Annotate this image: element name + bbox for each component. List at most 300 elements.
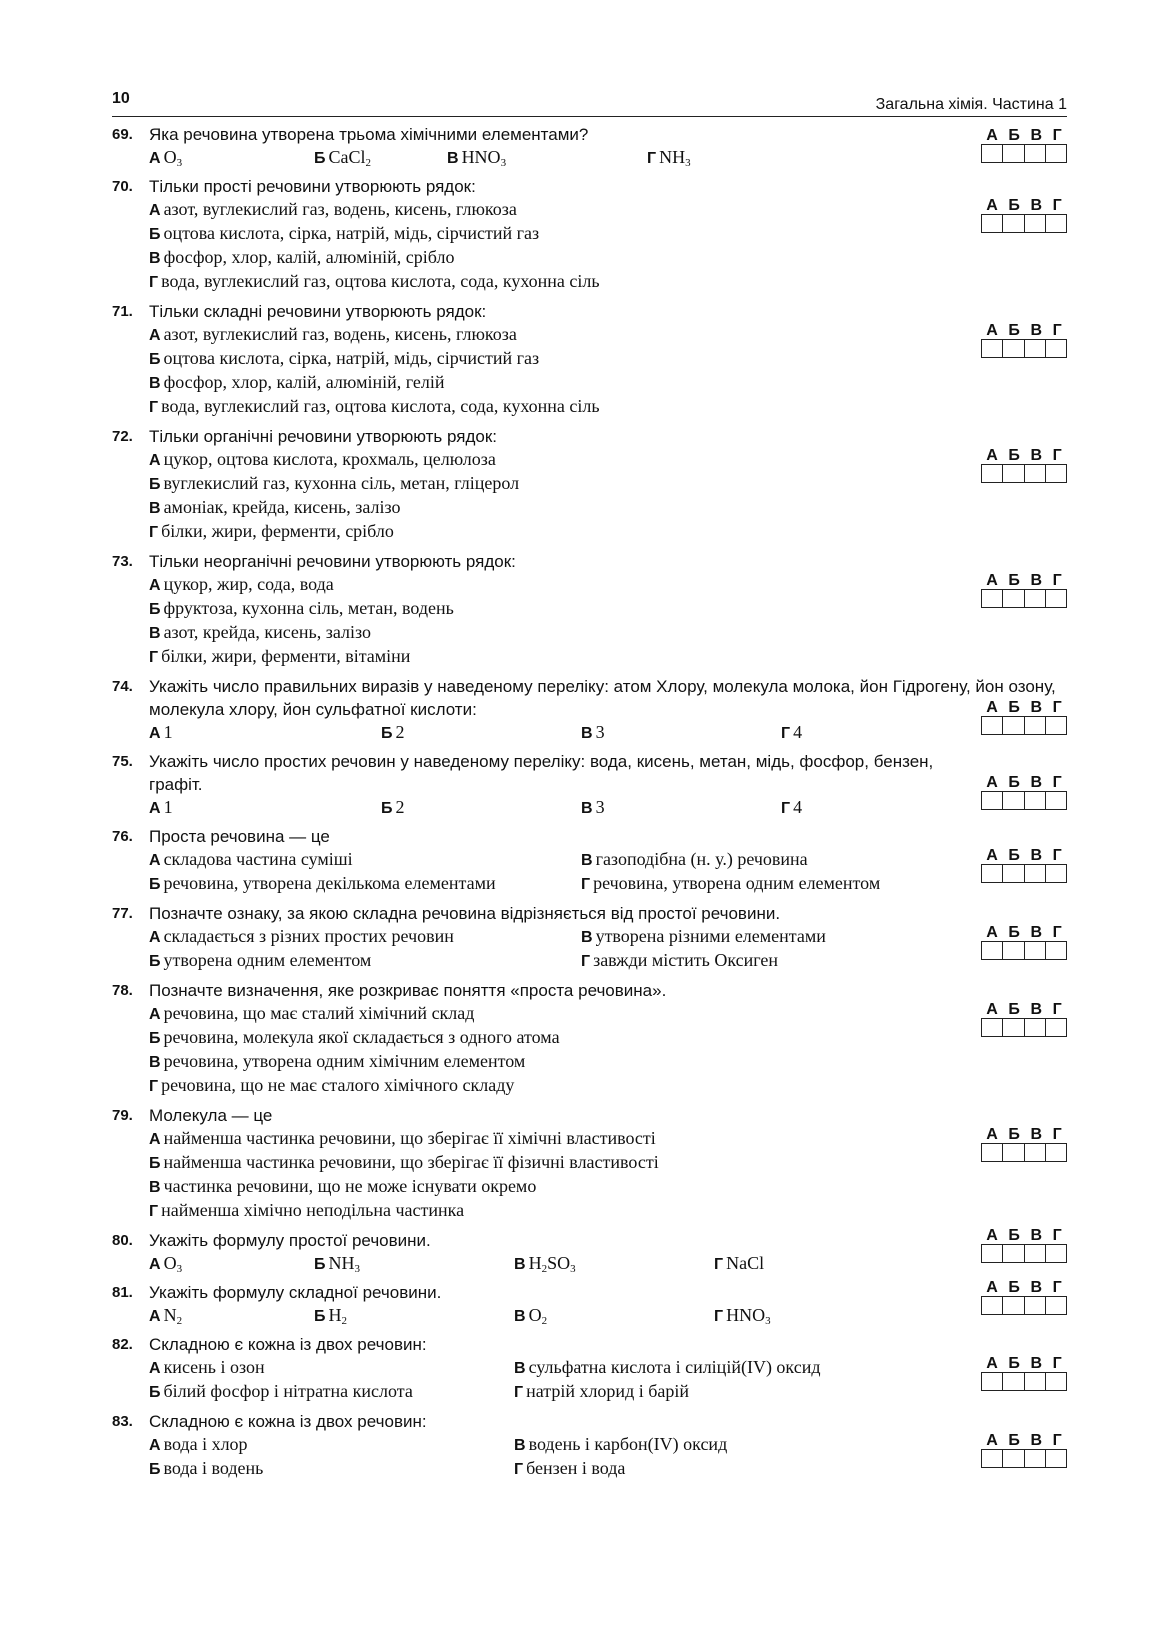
option-Б xyxy=(314,1252,360,1276)
answer-box-В[interactable] xyxy=(1025,1373,1046,1390)
option-letter: Г xyxy=(149,274,159,291)
option-text: газоподібна (н. у.) речовина xyxy=(595,849,808,869)
option-Б xyxy=(149,347,539,371)
option-text: вода, вуглекислий газ, оцтова кислота, сода, кухонна сіль xyxy=(161,271,600,291)
question-number: 79. xyxy=(112,1107,133,1124)
answer-letter-А: А xyxy=(986,924,998,941)
answer-letter-Г: Г xyxy=(1052,699,1062,716)
answer-letter-В: В xyxy=(1030,1279,1043,1296)
answer-letters xyxy=(981,1126,1067,1143)
answer-box-В[interactable] xyxy=(1025,1019,1046,1036)
option-letter: Б xyxy=(149,226,161,243)
answer-letter-А: А xyxy=(986,1279,998,1296)
option-text: $H_2$ xyxy=(328,1305,347,1327)
option-В xyxy=(514,1304,547,1328)
option-Г xyxy=(581,872,880,896)
option-letter: А xyxy=(149,1131,161,1148)
answer-grid xyxy=(981,1432,1067,1468)
option-letter: Г xyxy=(781,800,791,817)
question-text: Яка речовина утворена трьома хімічними елементами? xyxy=(149,125,589,144)
answer-letters xyxy=(981,924,1067,941)
option-В xyxy=(581,721,605,745)
question-text: Тільки прості речовини утворюють рядок: xyxy=(149,177,476,196)
option-letter: В xyxy=(581,800,593,817)
option-text: фосфор, хлор, калій, алюміній, срібло xyxy=(163,247,455,267)
question-number: 82. xyxy=(112,1336,133,1353)
question-71 xyxy=(112,300,1067,419)
answer-box-В[interactable] xyxy=(1025,215,1046,232)
answer-letter-Б: Б xyxy=(1008,847,1020,864)
option-А xyxy=(149,146,182,170)
option-text: 2 xyxy=(395,797,405,817)
option-Г xyxy=(149,395,600,419)
question-text: Позначте ознаку, за якою складна речовина відрізняється від простої речовини. xyxy=(149,904,781,923)
question-number: 75. xyxy=(112,753,133,770)
question-83 xyxy=(112,1410,1067,1481)
option-text: кисень і озон xyxy=(163,1357,265,1377)
answer-box-Б[interactable] xyxy=(1003,792,1024,809)
question-number: 72. xyxy=(112,428,133,445)
option-Б xyxy=(381,796,405,820)
answer-box-В[interactable] xyxy=(1025,465,1046,482)
option-text: $H_2SO_3$ xyxy=(528,1253,576,1275)
question-text: Укажіть число правильних виразів у наведеному переліку: атом Хлору, молекула молока, йон Гідрогену, йон озону, молекула хлору, йон сульфатної кислоти: xyxy=(149,677,1056,719)
answer-box-В[interactable] xyxy=(1025,942,1046,959)
option-letter: А xyxy=(149,452,161,469)
answer-letter-Б: Б xyxy=(1008,127,1020,144)
answer-box-В[interactable] xyxy=(1025,1297,1046,1314)
option-Г xyxy=(647,146,691,170)
option-letter: В xyxy=(149,500,161,517)
option-text: 1 xyxy=(163,797,173,817)
option-А xyxy=(149,573,334,597)
answer-box-Б[interactable] xyxy=(1003,145,1024,162)
option-text: найменша частинка речовини, що зберігає її хімічні властивості xyxy=(163,1128,656,1148)
option-Г xyxy=(149,645,410,669)
option-letter: В xyxy=(447,150,459,167)
option-letter: А xyxy=(149,800,161,817)
answer-letters xyxy=(981,847,1067,864)
question-number: 76. xyxy=(112,828,133,845)
answer-box-Г[interactable] xyxy=(1046,1373,1066,1390)
running-title: Загальна хімія. Частина 1 xyxy=(875,96,1067,113)
answer-grid xyxy=(981,127,1067,163)
answer-letter-А: А xyxy=(986,1227,998,1244)
answer-boxes xyxy=(981,716,1067,735)
option-letter: Г xyxy=(581,876,591,893)
answer-boxes xyxy=(981,464,1067,483)
option-text: $N_2$ xyxy=(163,1305,183,1327)
option-letter: А xyxy=(149,150,161,167)
option-Г xyxy=(149,1199,464,1223)
option-text: цукор, жир, сода, вода xyxy=(163,574,334,594)
option-text: $HNO_3$ xyxy=(461,147,507,169)
answer-letter-В: В xyxy=(1030,847,1043,864)
answer-boxes xyxy=(981,791,1067,810)
option-letter: Б xyxy=(149,351,161,368)
answer-letter-Б: Б xyxy=(1008,1001,1020,1018)
answer-boxes xyxy=(981,214,1067,233)
option-text: утворена одним елементом xyxy=(163,950,372,970)
question-text: Молекула — це xyxy=(149,1106,273,1125)
answer-box-Г[interactable] xyxy=(1046,865,1066,882)
answer-box-Г[interactable] xyxy=(1046,145,1066,162)
answer-grid xyxy=(981,847,1067,883)
answer-letter-В: В xyxy=(1030,197,1043,214)
option-text: амоніак, крейда, кисень, залізо xyxy=(163,497,401,517)
answer-box-Г[interactable] xyxy=(1046,215,1066,232)
option-letter: Г xyxy=(514,1384,524,1401)
answer-boxes xyxy=(981,339,1067,358)
option-letter: В xyxy=(149,625,161,642)
question-72 xyxy=(112,425,1067,544)
option-letter: Б xyxy=(381,725,393,742)
answer-letter-А: А xyxy=(986,322,998,339)
answer-letter-Б: Б xyxy=(1008,572,1020,589)
answer-boxes xyxy=(981,1018,1067,1037)
option-А xyxy=(149,1433,514,1457)
option-text: білки, жири, ферменти, вітаміни xyxy=(161,646,411,666)
option-text: натрій хлорид і барій xyxy=(526,1381,690,1401)
answer-box-Г[interactable] xyxy=(1046,1144,1066,1161)
option-letter: В xyxy=(581,852,593,869)
option-text: оцтова кислота, сірка, натрій, мідь, сірчистий газ xyxy=(163,223,540,243)
answer-box-А[interactable] xyxy=(982,590,1003,607)
option-text: бензен і вода xyxy=(526,1458,626,1478)
option-letter: Б xyxy=(149,476,161,493)
answer-box-В[interactable] xyxy=(1025,340,1046,357)
question-text: Укажіть формулу складної речовини. xyxy=(149,1283,442,1302)
option-text: оцтова кислота, сірка, натрій, мідь, сірчистий газ xyxy=(163,348,540,368)
answer-letter-Г: Г xyxy=(1052,1279,1062,1296)
option-Г xyxy=(149,270,600,294)
answer-box-Б[interactable] xyxy=(1003,865,1024,882)
answer-box-Б[interactable] xyxy=(1003,1450,1024,1467)
answer-letter-А: А xyxy=(986,572,998,589)
answer-letter-В: В xyxy=(1030,572,1043,589)
answer-letter-Б: Б xyxy=(1008,322,1020,339)
option-letter: А xyxy=(149,577,161,594)
option-Г xyxy=(149,520,394,544)
answer-box-А[interactable] xyxy=(982,1245,1003,1262)
option-Г xyxy=(781,721,802,745)
option-letter: В xyxy=(514,1256,526,1273)
answer-letter-Г: Г xyxy=(1052,1355,1062,1372)
option-В xyxy=(447,146,506,170)
question-76 xyxy=(112,825,1067,896)
option-В xyxy=(581,925,826,949)
answer-letter-В: В xyxy=(1030,447,1043,464)
answer-letter-В: В xyxy=(1030,322,1043,339)
answer-box-А[interactable] xyxy=(982,215,1003,232)
answer-letter-В: В xyxy=(1030,127,1043,144)
answer-boxes xyxy=(981,1143,1067,1162)
answer-letter-В: В xyxy=(1030,699,1043,716)
option-text: азот, вуглекислий газ, водень, кисень, глюкоза xyxy=(163,324,517,344)
option-letter: А xyxy=(149,929,161,946)
answer-grid xyxy=(981,1279,1067,1315)
option-text: 1 xyxy=(163,722,173,742)
answer-box-В[interactable] xyxy=(1025,1245,1046,1262)
question-69 xyxy=(112,123,1067,169)
answer-box-А[interactable] xyxy=(982,1373,1003,1390)
question-text: Укажіть число простих речовин у наведеному переліку: вода, кисень, метан, мідь, фосфор, бензен, графіт. xyxy=(149,752,934,794)
question-75 xyxy=(112,750,1067,819)
answer-boxes xyxy=(981,1449,1067,1468)
option-А xyxy=(149,1356,514,1380)
option-letter: Г xyxy=(149,649,159,666)
option-text: $O_3$ xyxy=(163,1253,183,1275)
answer-grid xyxy=(981,572,1067,608)
option-letter: Б xyxy=(314,150,326,167)
answer-letter-Г: Г xyxy=(1052,1126,1062,1143)
option-А xyxy=(149,198,517,222)
answer-letter-Б: Б xyxy=(1008,774,1020,791)
answer-box-В[interactable] xyxy=(1025,717,1046,734)
answer-box-В[interactable] xyxy=(1025,1450,1046,1467)
answer-letter-Г: Г xyxy=(1052,1227,1062,1244)
answer-box-А[interactable] xyxy=(982,340,1003,357)
answer-letters xyxy=(981,1279,1067,1296)
answer-letters xyxy=(981,1227,1067,1244)
option-А xyxy=(149,721,173,745)
question-number: 78. xyxy=(112,982,133,999)
option-text: частинка речовини, що не може існувати окремо xyxy=(163,1176,537,1196)
option-Б xyxy=(314,1304,347,1328)
option-letter: А xyxy=(149,1437,161,1454)
answer-boxes xyxy=(981,1244,1067,1263)
question-list xyxy=(112,123,1067,1481)
option-letter: Б xyxy=(149,1155,161,1172)
answer-box-А[interactable] xyxy=(982,942,1003,959)
option-letter: Г xyxy=(149,1203,159,1220)
option-text: фосфор, хлор, калій, алюміній, гелій xyxy=(163,372,445,392)
answer-box-В[interactable] xyxy=(1025,590,1046,607)
option-А xyxy=(149,1304,182,1328)
option-text: фруктоза, кухонна сіль, метан, водень xyxy=(163,598,454,618)
answer-letter-Б: Б xyxy=(1008,1432,1020,1449)
option-В xyxy=(581,796,605,820)
option-text: $O_3$ xyxy=(163,147,183,169)
option-А xyxy=(149,848,581,872)
answer-letter-В: В xyxy=(1030,774,1043,791)
answer-box-Г[interactable] xyxy=(1046,1245,1066,1262)
answer-box-Г[interactable] xyxy=(1046,942,1066,959)
question-text: Складною є кожна із двох речовин: xyxy=(149,1335,427,1354)
option-text: 4 xyxy=(793,722,803,742)
answer-letter-Г: Г xyxy=(1052,1001,1062,1018)
question-text: Тільки неорганічні речовини утворюють рядок: xyxy=(149,552,516,571)
answer-letter-Г: Г xyxy=(1052,572,1062,589)
answer-letter-Б: Б xyxy=(1008,699,1020,716)
option-text: вода і хлор xyxy=(163,1434,248,1454)
option-Г xyxy=(514,1457,625,1481)
option-Б xyxy=(314,146,371,170)
answer-letter-Б: Б xyxy=(1008,197,1020,214)
option-text: 3 xyxy=(595,722,605,742)
answer-letter-Б: Б xyxy=(1008,924,1020,941)
answer-box-Б[interactable] xyxy=(1003,1373,1024,1390)
answer-box-В[interactable] xyxy=(1025,145,1046,162)
answer-boxes xyxy=(981,1296,1067,1315)
answer-box-А[interactable] xyxy=(982,1297,1003,1314)
question-78 xyxy=(112,979,1067,1098)
question-text: Позначте визначення, яке розкриває поняття «проста речовина». xyxy=(149,981,667,1000)
answer-box-Б[interactable] xyxy=(1003,1019,1024,1036)
answer-box-Б[interactable] xyxy=(1003,1245,1024,1262)
answer-letter-А: А xyxy=(986,1001,998,1018)
option-В xyxy=(149,246,454,270)
question-text: Укажіть формулу простої речовини. xyxy=(149,1231,431,1250)
question-number: 70. xyxy=(112,178,133,195)
option-letter: Г xyxy=(149,399,159,416)
answer-box-Г[interactable] xyxy=(1046,1297,1066,1314)
option-Б xyxy=(149,1457,514,1481)
option-letter: А xyxy=(149,1256,161,1273)
option-Б xyxy=(149,1026,560,1050)
option-text: NaCl xyxy=(726,1253,765,1273)
answer-box-А[interactable] xyxy=(982,1144,1003,1161)
answer-letter-Б: Б xyxy=(1008,1279,1020,1296)
answer-box-Б[interactable] xyxy=(1003,1144,1024,1161)
option-text: білий фосфор і нітратна кислота xyxy=(163,1381,413,1401)
option-text: найменша частинка речовини, що зберігає її фізичні властивості xyxy=(163,1152,659,1172)
question-number: 74. xyxy=(112,678,133,695)
answer-box-Б[interactable] xyxy=(1003,717,1024,734)
question-number: 80. xyxy=(112,1232,133,1249)
option-letter: Б xyxy=(314,1256,326,1273)
option-Г xyxy=(581,949,778,973)
answer-letter-В: В xyxy=(1030,1432,1043,1449)
question-text: Складною є кожна із двох речовин: xyxy=(149,1412,427,1431)
answer-box-Г[interactable] xyxy=(1046,590,1066,607)
answer-box-А[interactable] xyxy=(982,145,1003,162)
answer-box-Г[interactable] xyxy=(1046,465,1066,482)
answer-box-Г[interactable] xyxy=(1046,1450,1066,1467)
answer-box-А[interactable] xyxy=(982,465,1003,482)
answer-box-А[interactable] xyxy=(982,792,1003,809)
answer-box-В[interactable] xyxy=(1025,865,1046,882)
option-Б xyxy=(381,721,405,745)
option-text: речовина, утворена одним елементом xyxy=(593,873,881,893)
option-В xyxy=(514,1433,727,1457)
question-81 xyxy=(112,1281,1067,1327)
option-Г xyxy=(149,1074,514,1098)
answer-letters xyxy=(981,774,1067,791)
question-73 xyxy=(112,550,1067,669)
answer-box-Г[interactable] xyxy=(1046,1019,1066,1036)
answer-box-А[interactable] xyxy=(982,865,1003,882)
answer-letters xyxy=(981,322,1067,339)
answer-letter-Г: Г xyxy=(1052,127,1062,144)
answer-grid xyxy=(981,447,1067,483)
answer-boxes xyxy=(981,144,1067,163)
answer-box-А[interactable] xyxy=(982,717,1003,734)
page xyxy=(112,88,1067,1481)
option-text: сульфатна кислота і силіцій(IV) оксид xyxy=(528,1357,821,1377)
option-text: речовина, молекула якої складається з одного атома xyxy=(163,1027,560,1047)
answer-letter-А: А xyxy=(986,127,998,144)
answer-box-Б[interactable] xyxy=(1003,1297,1024,1314)
option-text: азот, вуглекислий газ, водень, кисень, глюкоза xyxy=(163,199,517,219)
option-text: речовина, утворена декількома елементами xyxy=(163,873,496,893)
option-letter: Г xyxy=(514,1461,524,1478)
option-text: цукор, оцтова кислота, крохмаль, целюлоза xyxy=(163,449,496,469)
option-В xyxy=(514,1252,576,1276)
option-text: найменша хімічно неподільна частинка xyxy=(161,1200,465,1220)
answer-box-Б[interactable] xyxy=(1003,590,1024,607)
answer-letter-А: А xyxy=(986,197,998,214)
answer-letter-В: В xyxy=(1030,1001,1043,1018)
option-letter: Г xyxy=(149,524,159,541)
option-Б xyxy=(149,1380,514,1404)
option-В xyxy=(149,496,401,520)
answer-box-А[interactable] xyxy=(982,1019,1003,1036)
option-В xyxy=(149,621,371,645)
answer-letters xyxy=(981,572,1067,589)
option-letter: А xyxy=(149,327,161,344)
option-text: речовина, утворена одним хімічним елементом xyxy=(163,1051,526,1071)
answer-grid xyxy=(981,322,1067,358)
answer-letter-А: А xyxy=(986,1432,998,1449)
option-text: складова частина суміші xyxy=(163,849,353,869)
option-letter: Б xyxy=(149,953,161,970)
answer-box-В[interactable] xyxy=(1025,792,1046,809)
answer-letter-Г: Г xyxy=(1052,924,1062,941)
option-Г xyxy=(514,1380,689,1404)
option-text: $NH_3$ xyxy=(328,1253,360,1275)
option-letter: А xyxy=(149,1360,161,1377)
option-text: завжди містить Оксиген xyxy=(593,950,779,970)
answer-letters xyxy=(981,197,1067,214)
answer-letter-Г: Г xyxy=(1052,1432,1062,1449)
answer-box-А[interactable] xyxy=(982,1450,1003,1467)
option-text: $NH_3$ xyxy=(659,147,691,169)
answer-box-Б[interactable] xyxy=(1003,942,1024,959)
option-text: 3 xyxy=(595,797,605,817)
answer-box-В[interactable] xyxy=(1025,1144,1046,1161)
option-В xyxy=(149,1175,536,1199)
option-text: CaCl$_2$ xyxy=(328,147,372,169)
answer-box-Г[interactable] xyxy=(1046,717,1066,734)
option-letter: А xyxy=(149,725,161,742)
answer-letter-Г: Г xyxy=(1052,322,1062,339)
answer-boxes xyxy=(981,589,1067,608)
answer-grid xyxy=(981,774,1067,810)
option-В xyxy=(149,371,445,395)
question-number: 73. xyxy=(112,553,133,570)
option-Б xyxy=(149,872,581,896)
question-number: 83. xyxy=(112,1413,133,1430)
option-text: $HNO_3$ xyxy=(726,1305,771,1327)
answer-box-Б[interactable] xyxy=(1003,340,1024,357)
answer-letter-В: В xyxy=(1030,1126,1043,1143)
answer-box-Г[interactable] xyxy=(1046,340,1066,357)
question-74 xyxy=(112,675,1067,744)
question-text: Проста речовина — це xyxy=(149,827,330,846)
answer-letter-Г: Г xyxy=(1052,447,1062,464)
answer-letter-А: А xyxy=(986,699,998,716)
option-text: вода і водень xyxy=(163,1458,264,1478)
option-В xyxy=(581,848,808,872)
option-text: речовина, що має сталий хімічний склад xyxy=(163,1003,475,1023)
answer-box-Б[interactable] xyxy=(1003,215,1024,232)
option-Б xyxy=(149,222,539,246)
answer-box-Г[interactable] xyxy=(1046,792,1066,809)
option-Г xyxy=(781,796,802,820)
option-letter: В xyxy=(581,725,593,742)
answer-box-Б[interactable] xyxy=(1003,465,1024,482)
